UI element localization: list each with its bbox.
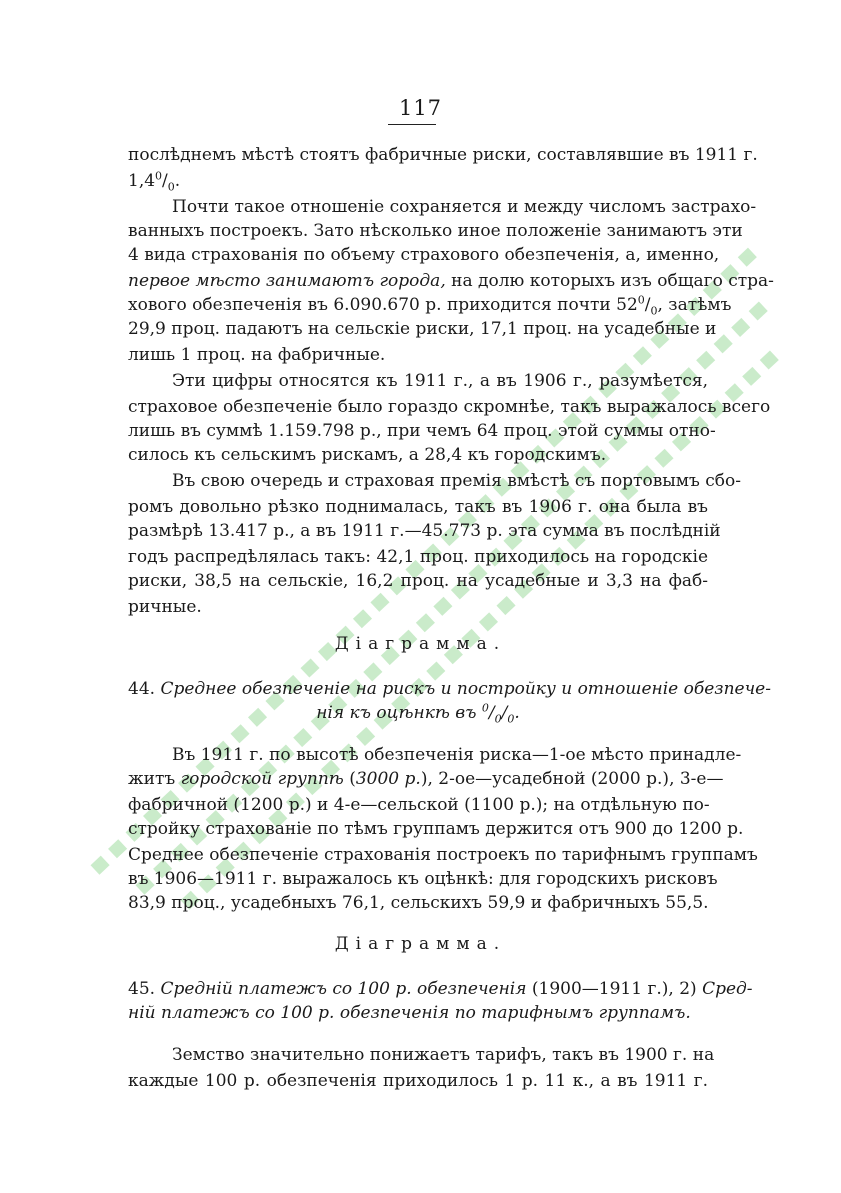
text-line: житъ городской группѣ (3000 р.), 2-ое—усадебной (2000 р.), 3-е—: [128, 769, 724, 789]
text-line: размѣрѣ 13.417 р., а въ 1911 г.—45.773 р. эта сумма въ послѣдній: [128, 521, 721, 541]
page-number: 117: [398, 96, 443, 120]
text-line: Земство значительно понижаетъ тарифъ, такъ въ 1900 г. на: [172, 1045, 715, 1065]
text-line: лишь въ суммѣ 1.159.798 р., при чемъ 64 проц. этой суммы отно-: [128, 421, 716, 441]
text-line: послѣднемъ мѣстѣ стоятъ фабричные риски, составлявшие въ 1911 г.: [128, 145, 758, 165]
text-line: первое мѣсто занимаютъ города, на долю которыхъ изъ общаго стра-: [128, 271, 774, 291]
text-line: $1,4^0/_0$.: [128, 169, 181, 194]
text-line: 83,9 проц., усадебныхъ 76,1, сельскихъ 59,9 и фабричныхъ 55,5.: [128, 893, 709, 913]
diagram-caption: нія къ оцѣнкѣ въ $^0/_0/_0$.: [316, 701, 520, 726]
page-number-underline: [388, 124, 436, 125]
text-line: Почти такое отношеніе сохраняется и между числомъ застрахо-: [172, 197, 757, 217]
text-line: 29,9 проц. падаютъ на сельскіе риски, 17,1 проц. на усадебные и: [128, 319, 717, 339]
text-line: въ 1906—1911 г. выражалось къ оцѣнкѣ: для городскихъ рисковъ: [128, 869, 718, 889]
text-line: Эти цифры относятся къ 1911 г., а въ 1906 г., разумѣется,: [172, 371, 708, 391]
diagram-caption: 45. Средній платежъ со 100 р. обезпеченія (1900—1911 г.), 2) Сред-: [128, 979, 753, 999]
text-line: Среднее обезпеченіе страхованія построекъ по тарифнымъ группамъ: [128, 845, 758, 865]
text-line: Въ 1911 г. по высотѣ обезпеченія риска—1-ое мѣсто принадле-: [172, 745, 742, 765]
section-heading: Діаграмма.: [334, 934, 507, 954]
section-heading: Діаграмма.: [334, 634, 507, 654]
text-line: стройку страхованіе по тѣмъ группамъ держится отъ 900 до 1200 р.: [128, 819, 744, 839]
text-line: 4 вида страхованія по объему страхового обезпеченія, а, именно,: [128, 245, 720, 265]
text-line: годъ распредѣлялась такъ: 42,1 проц. приходилось на городскіе: [128, 547, 708, 567]
text-line: ванныхъ построекъ. Зато нѣсколько иное положеніе занимаютъ эти: [128, 221, 743, 241]
text-line: ричные.: [128, 597, 202, 617]
text-line: ромъ довольно рѣзко поднималась, такъ въ 1906 г. она была въ: [128, 497, 708, 517]
text-line: страховое обезпеченіе было гораздо скромнѣе, такъ выражалось всего: [128, 397, 771, 417]
text-line: каждые 100 р. обезпеченія приходилось 1 р. 11 к., а въ 1911 г.: [128, 1071, 708, 1091]
text-line: фабричной (1200 р.) и 4-е—сельской (1100 р.); на отдѣльную по-: [128, 795, 710, 815]
text-line: Въ свою очередь и страховая премія вмѣстѣ съ портовымъ сбо-: [172, 471, 741, 491]
text-line: силось къ сельскимъ рискамъ, а 28,4 къ городскимъ.: [128, 445, 607, 465]
text-line: хового обезпеченія въ 6.090.670 р. приходится почти $52^0/_0$, затѣмъ: [128, 293, 732, 318]
text-line: лишь 1 проц. на фабричные.: [128, 345, 386, 365]
diagram-caption: ній платежъ со 100 р. обезпеченія по тарифнымъ группамъ.: [128, 1003, 691, 1023]
diagram-caption: 44. Среднее обезпеченіе на рискъ и постройку и отношеніе обезпече-: [128, 679, 771, 699]
text-line: риски, 38,5 на сельскіе, 16,2 проц. на усадебные и 3,3 на фаб-: [128, 571, 708, 591]
